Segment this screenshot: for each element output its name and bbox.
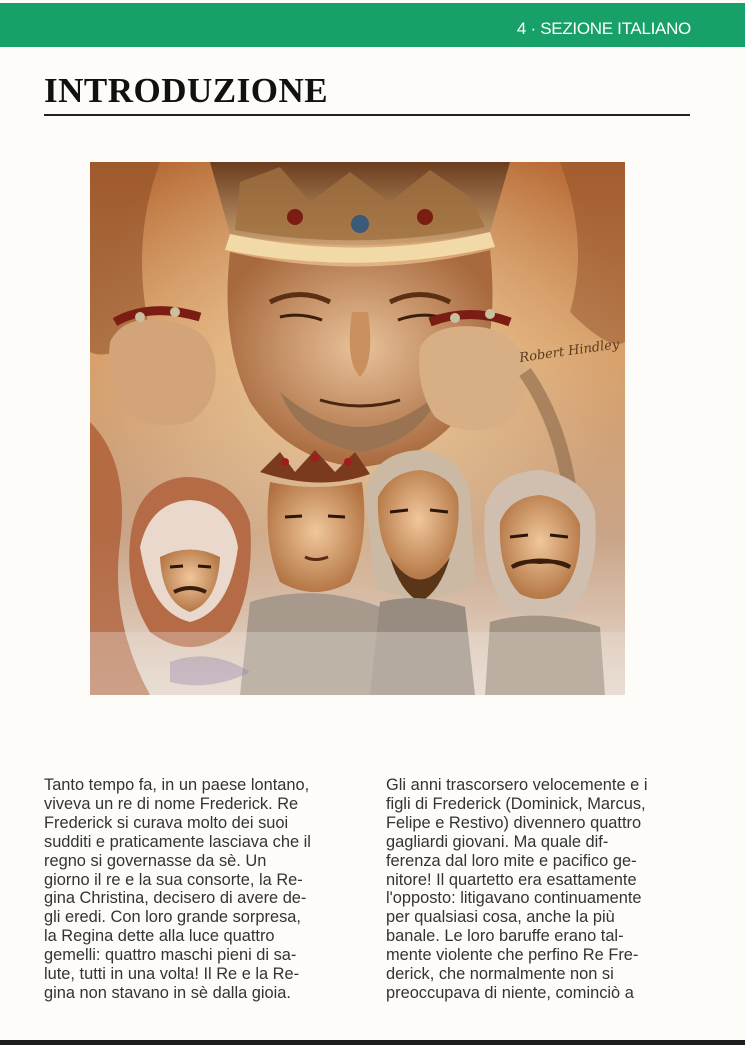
body-line: derick, che normalmente non si xyxy=(386,965,614,984)
body-line: l'opposto: litigavano continuamente xyxy=(386,889,642,908)
cover-illustration xyxy=(90,162,625,695)
body-line: lute, tutti in una volta! Il Re e la Re- xyxy=(44,965,300,984)
body-line: gagliardi giovani. Ma quale dif- xyxy=(386,832,609,851)
artist-signature: Robert Hindley xyxy=(518,337,621,366)
body-line: giorno il re e la sua consorte, la Re- xyxy=(44,870,303,889)
prince-helmet-figure xyxy=(129,477,251,647)
body-line: per qualsiasi cosa, anche la più xyxy=(386,908,615,927)
body-line: gina Christina, decisero di avere de- xyxy=(44,889,307,908)
body-line: regno si governasse da sè. Un xyxy=(44,851,267,870)
body-line: mente violente che perfino Re Fre- xyxy=(386,946,639,965)
body-line: viveva un re di nome Frederick. Re xyxy=(44,794,299,813)
body-line: gina non stavano in sè dalla gioia. xyxy=(44,983,291,1002)
body-line: gemelli: quattro maschi pieni di sa- xyxy=(44,946,297,965)
body-column-right xyxy=(386,776,694,1003)
body-line: ferenza dal loro mite e pacifico ge- xyxy=(386,851,637,870)
body-column-left xyxy=(44,776,352,1003)
body-line: Frederick si curava molto dei suoi xyxy=(44,813,289,832)
body-line: nitore! Il quartetto era esattamente xyxy=(386,870,637,889)
page-title: INTRODUZIONE xyxy=(44,71,329,110)
body-line: figli di Frederick (Dominick, Marcus, xyxy=(386,794,646,813)
body-line: Felipe e Restivo) divennero quattro xyxy=(386,813,642,832)
body-line: gli eredi. Con loro grande sorpresa, xyxy=(44,908,301,927)
title-divider xyxy=(44,114,690,116)
body-line: Gli anni trascorsero velocemente e i xyxy=(386,776,648,794)
king-crown xyxy=(210,162,510,263)
section-label: 4 · SEZIONE ITALIANO xyxy=(516,19,691,38)
body-line: banale. Le loro baruffe erano tal- xyxy=(386,927,624,946)
body-line: Tanto tempo fa, in un paese lontano, xyxy=(44,776,310,794)
page-bottom-edge xyxy=(0,1040,745,1045)
body-line: sudditi e praticamente lasciava che il xyxy=(44,832,311,851)
body-line: la Regina dette alla luce quattro xyxy=(44,927,275,946)
body-line: preoccupava di niente, cominciò a xyxy=(386,983,634,1002)
